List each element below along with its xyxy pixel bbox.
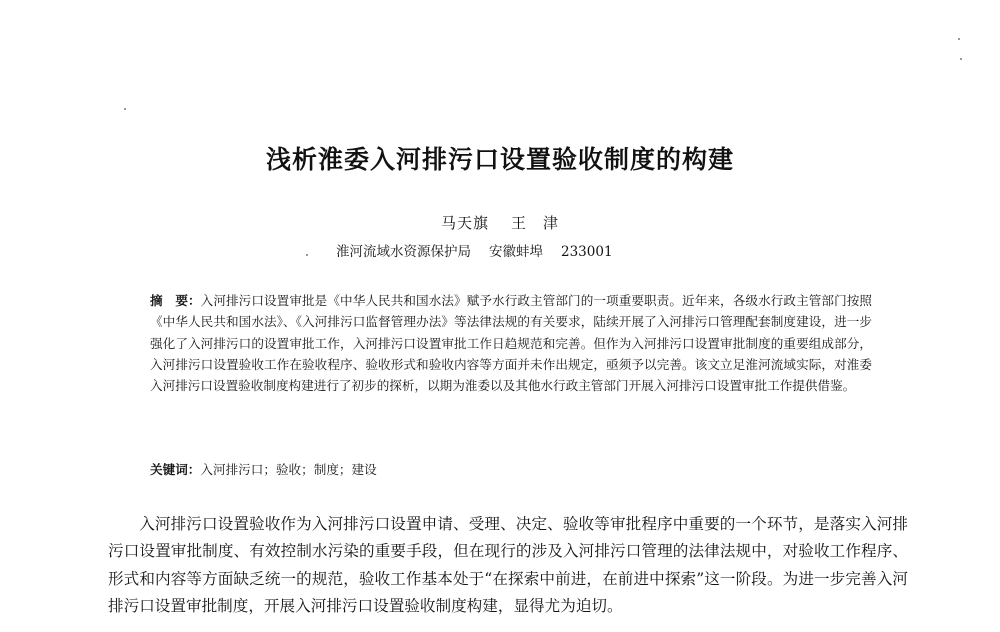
author-line: [0, 212, 1000, 233]
scan-speck: [958, 38, 960, 40]
affiliation-line: [336, 240, 613, 260]
scan-speck: [960, 58, 962, 60]
abstract-label: 摘 要：: [150, 293, 201, 308]
keywords-label: 关键词：: [150, 462, 201, 477]
paper-title: 浅析淮委入河排污口设置验收制度的构建: [265, 145, 734, 174]
affiliation-location: 安徽蚌埠: [489, 244, 543, 260]
affiliation-org: 淮河流域水资源保护局: [336, 244, 471, 260]
keywords-block: [150, 459, 377, 478]
abstract-block: [150, 290, 872, 396]
body-paragraph: 入河排污口设置验收作为入河排污口设置申请、受理、决定、验收等审批程序中重要的一个环节，是落实入河排污口设置审批制度、有效控制水污染的重要手段，但在现行的涉及入河排污口管理的法律法规中，对验收工作程序、形式和内容等方面缺乏统一的规范，验收工作基本处于“在探索中前进，在前进中探索”这一阶段。为进一步完善入河排污口设置审批制度，开展入河排污口设置验收制度构建，显得尤为迫切。: [108, 515, 908, 616]
affiliation-postcode: 233001: [561, 244, 613, 260]
abstract-text: 入河排污口设置审批是《中华人民共和国水法》赋予水行政主管部门的一项重要职责。近年来，各级水行政主管部门按照《中华人民共和国水法》、《入河排污口监督管理办法》等法律法规的有关要求，陆续开展了入河排污口管理配套制度建设，进一步强化了入河排污口的设置审批工作，入河排污口设置审批工作日趋规范和完善。但作为入河排污口设置审批制度的重要组成部分，入河排污口设置验收工作在验收程序、验收形式和验收内容等方面并未作出规定，亟须予以完善。该文立足淮河流域实际，对淮委入河排污口设置验收制度构建进行了初步的探析，以期为淮委以及其他水行政主管部门开展入河排污口设置审批工作提供借鉴。: [150, 293, 872, 394]
author-name: 王 津: [511, 214, 560, 232]
keywords-text: 入河排污口；验收；制度；建设: [200, 462, 377, 477]
scan-speck: [124, 108, 126, 110]
author-name: 马天旗: [440, 214, 489, 232]
scan-speck: [306, 254, 308, 256]
